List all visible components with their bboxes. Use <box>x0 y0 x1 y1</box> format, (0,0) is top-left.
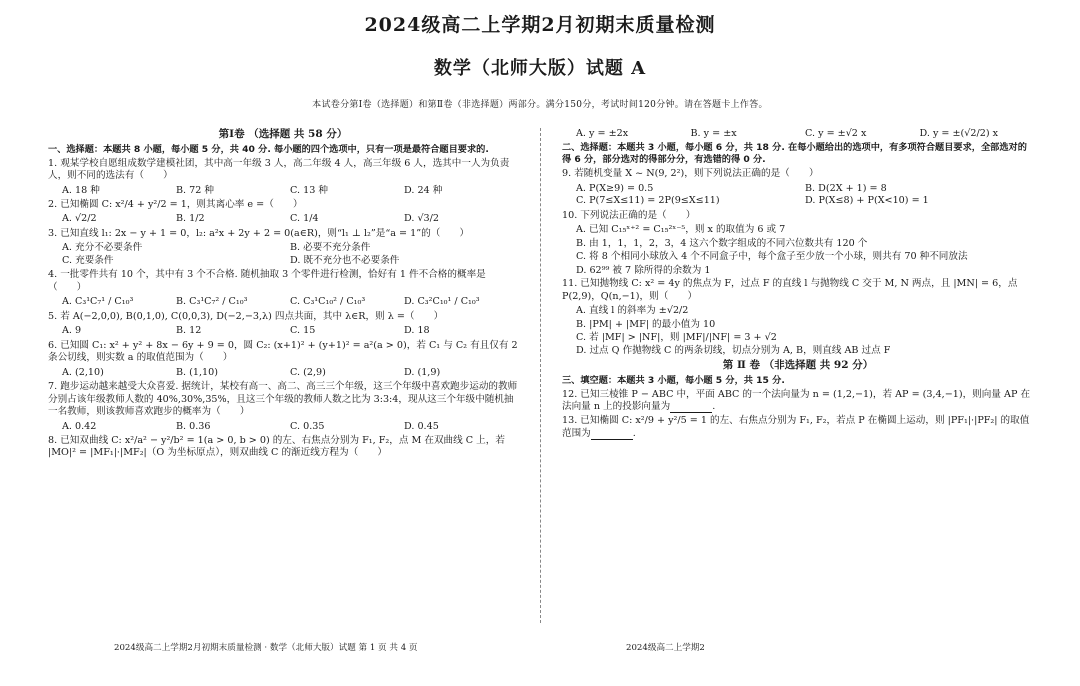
option: C. P(7≤X≤11) = 2P(9≤X≤11) <box>576 195 720 207</box>
right-column <box>562 128 1034 442</box>
option: A. 18 种 <box>62 184 100 196</box>
question-7-options <box>62 421 518 433</box>
question-10-option-c: C. 将 8 个相同小球放入 4 个不同盒子中，每个盒子至少放一个小球，则共有 70 种不同放法 <box>576 251 968 263</box>
answer-blank <box>670 403 712 414</box>
footer-right: 2024级高二上学期2 <box>626 643 705 653</box>
option: D. y = ±(√2/2) x <box>919 128 999 139</box>
option: D. 24 种 <box>404 184 443 196</box>
question-11-option-a: A. 直线 l 的斜率为 ±√2/2 <box>576 305 689 317</box>
question-5-stem: 5. 若 A(−2,0,0), B(0,1,0), C(0,0,3), D(−2,−3,λ) 四点共面，其中 λ∈R，则 λ =（ ） <box>48 310 444 322</box>
option: A. (2,10) <box>62 366 104 378</box>
option: C. (2,9) <box>290 366 326 378</box>
column-divider <box>540 128 541 623</box>
question-5-options <box>62 325 518 337</box>
option: D. 既不充分也不必要条件 <box>290 254 400 266</box>
question-2-stem: 2. 已知椭圆 C: x²/4 + y²/2 = 1，则其离心率 e =（ ） <box>48 199 303 210</box>
question-6-stem: 6. 已知圆 C₁: x² + y² + 8x − 6y + 9 = 0，圆 C₂: (x+1)² + (y+1)² = a²(a > 0)，若 C₁ 与 C₂ 有且仅有 2 条公切线，则实数 a 的取值范围为（ ） <box>48 339 518 364</box>
question-13-text: 13. 已知椭圆 C: x²/9 + y²/5 = 1 的左、右焦点分别为 F₁, F₂，若点 P 在椭圆上运动，则 |PF₁|·|PF₂| 的取值范围为 <box>562 415 1030 439</box>
option: C. 0.35 <box>290 420 325 432</box>
section3-note: 三、填空题：本题共 3 小题，每小题 5 分，共 15 分. <box>562 374 785 386</box>
option: D. (1,9) <box>404 366 441 378</box>
option: D. 0.45 <box>404 420 439 432</box>
option: A. y = ±2x <box>576 128 629 139</box>
answer-blank <box>591 430 633 441</box>
question-11-option-b: B. |PM| + |MF| 的最小值为 10 <box>576 318 716 330</box>
option: B. 0.36 <box>176 420 211 432</box>
option: B. 必要不充分条件 <box>290 242 371 254</box>
option: A. P(X≥9) = 0.5 <box>576 182 654 194</box>
question-13: 13. 已知椭圆 C: x²/9 + y²/5 = 1 的左、右焦点分别为 F₁, F₂，若点 P 在椭圆上运动，则 |PF₁|·|PF₂| 的取值范围为 . <box>562 415 1030 439</box>
question-3-stem: 3. 已知直线 l₁: 2x − y + 1 = 0，l₂: a²x + 2y + 2 = 0(a∈R)，则“l₁ ⊥ l₂”是“a = 1”的（ ） <box>48 227 470 239</box>
question-7-stem: 7. 跑步运动越来越受大众喜爱. 据统计，某校有高一、高二、高三三个年级，这三个年级中喜欢跑步运动的教师分别占该年级教师人数的 40%,30%,35%，且这三个年级的教师人数之比为 3:3:4，现从这三个年级中随机抽一名教师，则该教师喜欢跑步的概率为（ ） <box>48 381 518 418</box>
option: A. 9 <box>62 325 82 337</box>
question-9-stem: 9. 若随机变量 X ~ N(9, 2²)，则下列说法正确的是（ ） <box>562 168 819 180</box>
option: A. 充分不必要条件 <box>62 242 143 254</box>
option: B. 12 <box>176 325 202 337</box>
option: C. 13 种 <box>290 184 328 196</box>
option: D. P(X≤8) + P(X<10) = 1 <box>805 195 929 207</box>
question-11-option-d: D. 过点 Q 作抛物线 C 的两条切线，切点分别为 A, B，则直线 AB 过点 F <box>576 345 891 357</box>
question-11-option-c: C. 若 |MF| > |NF|，则 |MF|/|NF| = 3 + √2 <box>576 332 777 343</box>
option: C. 1/4 <box>290 213 319 225</box>
option: B. 1/2 <box>176 213 205 225</box>
question-1-stem: 1. 观某学校自愿组成数学建模社团，其中高一年级 3 人，高二年级 4 人，高三年级 6 人，选其中一人为负责人，则不同的选法有（ ） <box>48 157 510 182</box>
section1-note: 一、选择题：本题共 8 小题，每小题 5 分，共 40 分. 每小题的四个选项中，只有一项是最符合题目要求的. <box>48 143 489 155</box>
option: B. (1,10) <box>176 366 218 378</box>
question-6-options <box>62 367 518 379</box>
option: A. C₃¹C₇¹ / C₁₀³ <box>62 296 134 308</box>
question-10-option-d: D. 62⁹⁹ 被 7 除所得的余数为 1 <box>576 264 711 276</box>
question-10-option-a: A. 已知 C₁₅ˣ⁺² = C₁₅²ˣ⁻⁵，则 x 的取值为 6 或 7 <box>576 224 786 236</box>
option: C. 充要条件 <box>62 254 114 266</box>
question-3-options <box>62 242 518 267</box>
option: C. C₃¹C₁₀² / C₁₀³ <box>290 296 366 308</box>
option: D. C₃²C₁₀¹ / C₁₀³ <box>404 296 480 308</box>
option: D. 18 <box>404 325 430 337</box>
option: B. 72 种 <box>176 184 215 196</box>
question-10-stem: 10. 下列说法正确的是（ ） <box>562 209 696 221</box>
question-9-options <box>576 183 1034 208</box>
question-4-stem: 4. 一批零件共有 10 个，其中有 3 个不合格. 随机抽取 3 个零件进行检测，恰好有 1 件不合格的概率是（ ） <box>48 269 486 293</box>
option: C. 15 <box>290 325 316 337</box>
question-1-options <box>62 185 518 197</box>
question-10-option-b: B. 由 1，1，1，2，3，4 这六个数字组成的不同六位数共有 120 个 <box>576 237 868 249</box>
question-8-options <box>576 128 1034 140</box>
option: B. C₃¹C₇² / C₁₀³ <box>176 296 248 308</box>
question-12: 12. 已知三棱锥 P − ABC 中，平面 ABC 的一个法向量为 n = (1,2,−1)，若 AP = (3,4,−1)，则向量 AP 在法向量 n 上的投影向量为 . <box>562 388 1031 412</box>
exam-title: 2024级高二上学期2月初期末质量检测 <box>364 14 716 36</box>
section2-note: 二、选择题：本题共 3 小题，每小题 6 分，共 18 分. 在每小题给出的选项中，有多项符合题目要求，全部选对的得 6 分，部分选对的得部分分，有选错的得 0 分. <box>562 142 1027 166</box>
footer-left: 2024级高二上学期2月初期末质量检测 · 数学（北师大版）试题 第 1 页 共 4 页 <box>114 643 418 653</box>
question-4-options <box>62 296 518 308</box>
question-8-stem: 8. 已知双曲线 C: x²/a² − y²/b² = 1(a > 0, b > 0) 的左、右焦点分别为 F₁, F₂，点 M 在双曲线 C 上，若 |MO|² = |MF₁|·|MF₂|（O 为坐标原点），则双曲线 C 的渐近线方程为（ ） <box>48 434 505 459</box>
left-column <box>48 128 518 462</box>
option: B. D(2X + 1) = 8 <box>805 182 887 194</box>
question-2-options <box>62 213 518 225</box>
exam-instructions: 本试卷分第Ⅰ卷（选择题）和第Ⅱ卷（非选择题）两部分。满分150分，考试时间120分钟。请在答题卡上作答。 <box>312 100 768 110</box>
exam-subtitle: 数学（北师大版）试题 A <box>433 58 647 79</box>
option: A. 0.42 <box>62 420 97 432</box>
option: A. √2/2 <box>62 213 97 225</box>
option: B. y = ±x <box>690 128 737 139</box>
option: C. y = ±√2 x <box>805 128 867 139</box>
part2-heading: 第 Ⅱ 卷 （非选择题 共 92 分） <box>722 358 874 371</box>
option: D. √3/2 <box>404 213 440 225</box>
part1-heading: 第Ⅰ卷 （选择题 共 58 分） <box>218 128 348 140</box>
question-12-text: 12. 已知三棱锥 P − ABC 中，平面 ABC 的一个法向量为 n = (1,2,−1)，若 AP = (3,4,−1)，则向量 AP 在法向量 n 上的投影向量为 <box>562 388 1031 412</box>
question-11-stem: 11. 已知抛物线 C: x² = 4y 的焦点为 F，过点 F 的直线 l 与抛物线 C 交于 M, N 两点，且 |MN| = 6，点 P(2,9)，Q(n,−1)，则（ ） <box>562 278 1018 302</box>
